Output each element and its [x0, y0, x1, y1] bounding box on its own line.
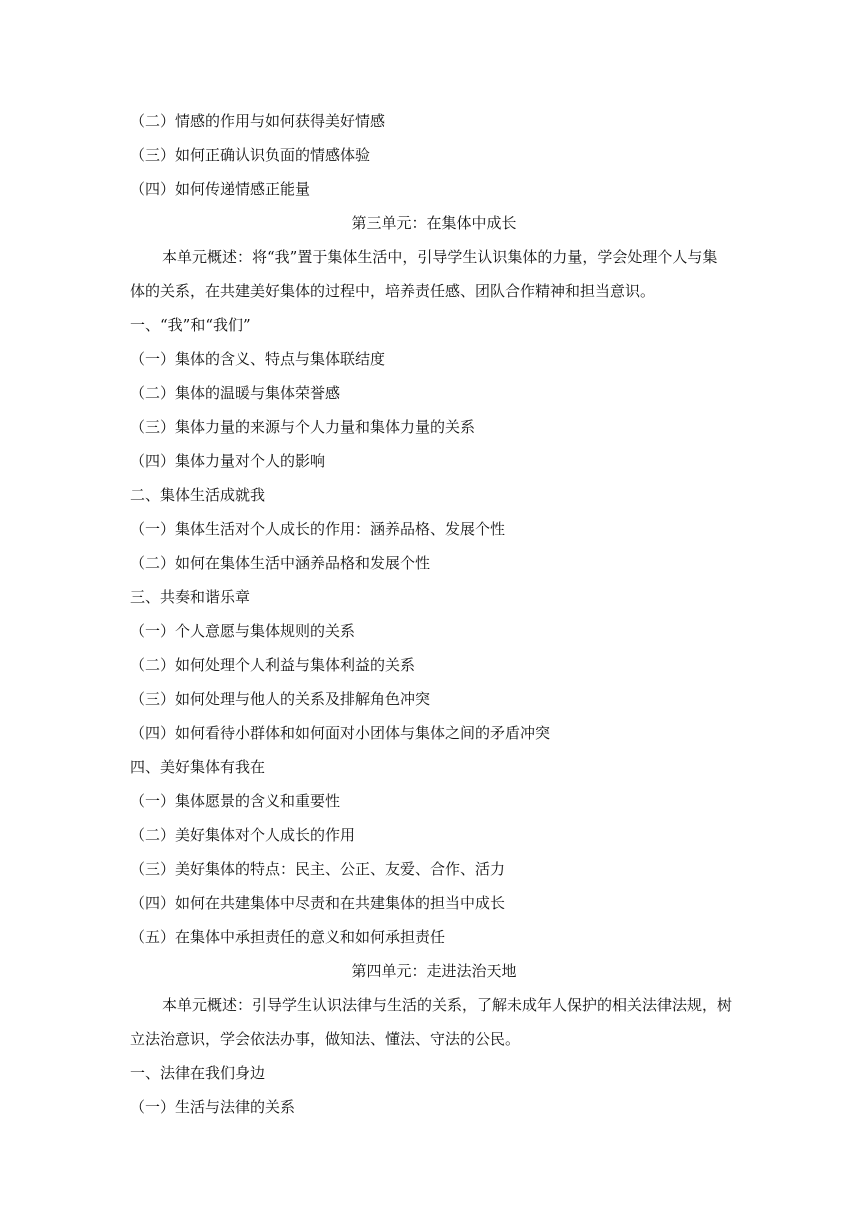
unit-title: 第四单元：走进法治天地 [351, 962, 517, 980]
unit-overview-continued: 立法治意识，学会依法办事，做知法、懂法、守法的公民。 [130, 1030, 521, 1048]
outline-item: （一）集体愿景的含义和重要性 [130, 792, 341, 810]
unit-overview-continued: 体的关系，在共建美好集体的过程中，培养责任感、团队合作精神和担当意识。 [130, 282, 656, 300]
section-heading: 三、共奏和谐乐章 [130, 588, 251, 606]
outline-item: （二）如何在集体生活中涵养品格和发展个性 [130, 554, 431, 572]
section-heading: 一、“我”和“我们” [130, 316, 251, 334]
outline-item: （一）集体生活对个人成长的作用：涵养品格、发展个性 [130, 520, 506, 538]
outline-item: （二）集体的温暖与集体荣誉感 [130, 384, 341, 402]
outline-item: （三）如何处理与他人的关系及排解角色冲突 [130, 690, 431, 708]
outline-item: （二）美好集体对个人成长的作用 [130, 826, 356, 844]
outline-item: （一）集体的含义、特点与集体联结度 [130, 350, 386, 368]
section-heading: 四、美好集体有我在 [130, 758, 266, 776]
outline-item: （四）集体力量对个人的影响 [130, 452, 326, 470]
unit-overview: 本单元概述：将“我”置于集体生活中，引导学生认识集体的力量，学会处理个人与集 [162, 248, 718, 266]
outline-item: （五）在集体中承担责任的意义和如何承担责任 [130, 928, 446, 946]
outline-item: （四）如何看待小群体和如何面对小团体与集体之间的矛盾冲突 [130, 724, 551, 742]
outline-item: （二）如何处理个人利益与集体利益的关系 [130, 656, 416, 674]
outline-item: （三）集体力量的来源与个人力量和集体力量的关系 [130, 418, 476, 436]
outline-item: （三）美好集体的特点：民主、公正、友爱、合作、活力 [130, 860, 506, 878]
section-heading: 一、法律在我们身边 [130, 1064, 266, 1082]
outline-item: （三）如何正确认识负面的情感体验 [130, 146, 371, 164]
outline-item: （一）生活与法律的关系 [130, 1098, 296, 1116]
outline-item: （四）如何传递情感正能量 [130, 180, 311, 198]
outline-item: （二）情感的作用与如何获得美好情感 [130, 112, 386, 130]
outline-item: （一）个人意愿与集体规则的关系 [130, 622, 356, 640]
unit-overview: 本单元概述：引导学生认识法律与生活的关系，了解未成年人保护的相关法律法规，树 [162, 996, 733, 1014]
outline-item: （四）如何在共建集体中尽责和在共建集体的担当中成长 [130, 894, 506, 912]
unit-title: 第三单元：在集体中成长 [351, 214, 517, 232]
section-heading: 二、集体生活成就我 [130, 486, 266, 504]
